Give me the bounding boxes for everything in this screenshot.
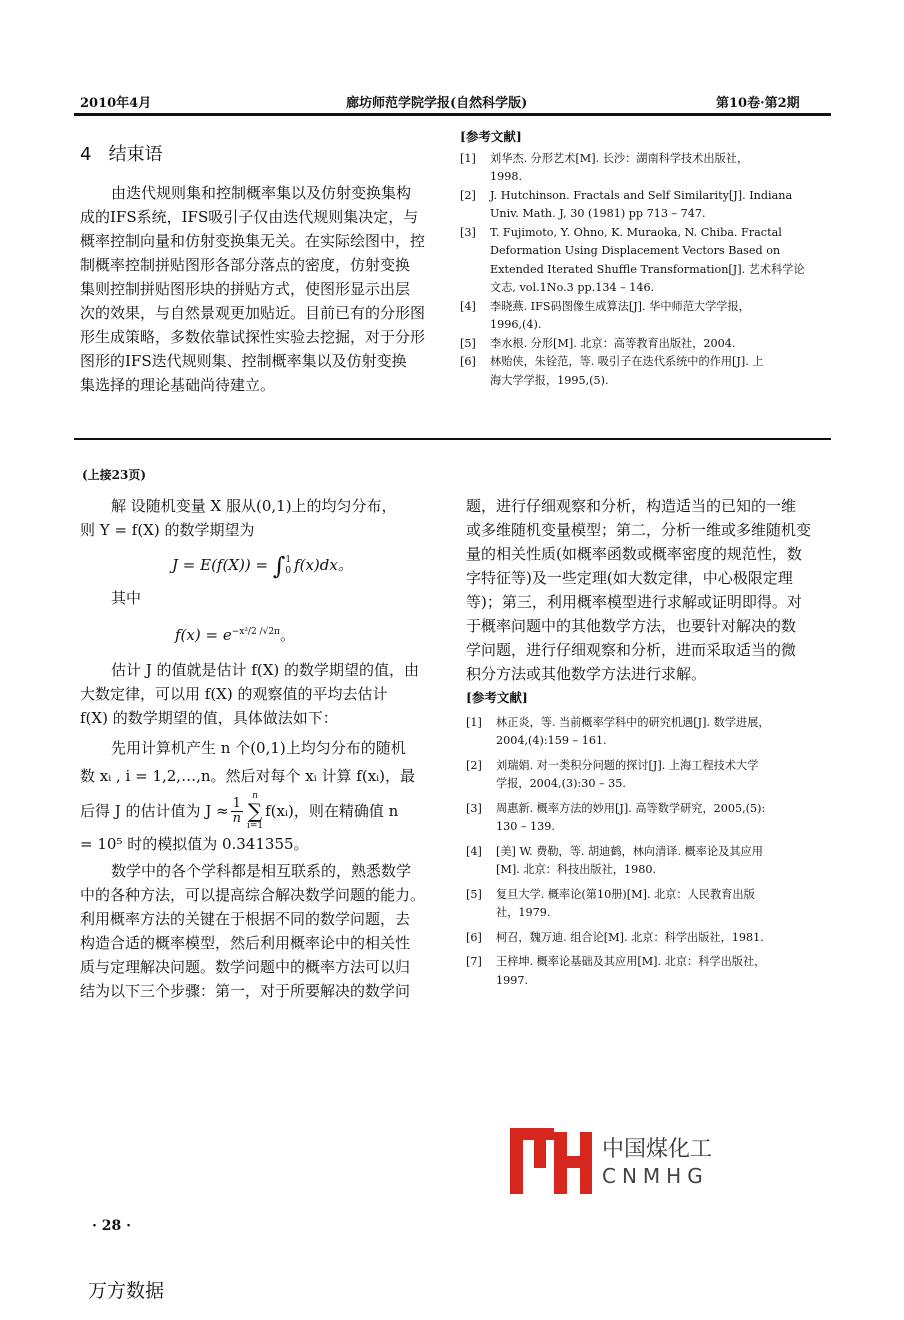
text-line: 利用概率方法的关键在于根据不同的数学问题，去 — [80, 910, 411, 928]
reference-item — [466, 843, 832, 880]
text-line: 结为以下三个步骤：第一，对于所要解决的数学问 — [80, 982, 411, 1000]
reference-item — [466, 757, 832, 794]
fraction — [231, 797, 243, 826]
est-post: f(xᵢ)，则在精确值 n — [265, 802, 399, 820]
ref-line: 刘瑞娟. 对一类积分问题的探讨[J]. 上海工程技术大学 — [496, 758, 759, 772]
ref-line: 李水根. 分形[M]. 北京：高等教育出版社，2004. — [490, 336, 736, 350]
text-line: 于概率问题中的其他数学方法，也要针对解决的数 — [466, 617, 797, 635]
ref-line: T. Fujimoto, Y. Ohno, K. Muraoka, N. Chiba. Fractal — [490, 225, 782, 239]
ref-line: 130 – 139. — [496, 820, 555, 833]
ref-line: J. Hutchinson. Fractals and Self Similarity[J]. Indiana — [490, 188, 793, 202]
ref-number: [2] — [466, 758, 482, 772]
text-line: 数学中的各个学科都是相互联系的，熟悉数学 — [111, 862, 412, 880]
ref-number: [5] — [466, 887, 482, 901]
ref-line: Deformation Using Displacement Vectors Based on — [490, 244, 781, 257]
reference-item — [466, 929, 832, 948]
ref-line: 刘华杰. 分形艺术[M]. 长沙：湖南科学技术出版社， — [490, 151, 749, 165]
equation-density — [80, 610, 448, 658]
eq2-exponent: −x²/2 /√2π — [231, 627, 280, 637]
ref-number: [7] — [466, 955, 482, 968]
reference-item — [466, 714, 832, 751]
text-line: 大数定律，可以用 f(X) 的观察值的平均去估计 — [80, 685, 388, 703]
reference-item — [460, 298, 832, 335]
ref-line: 柯召，魏万迪. 组合论[M]. 北京：科学出版社，1981. — [496, 930, 764, 944]
left-column — [80, 494, 448, 1003]
ref-number: [1] — [466, 715, 482, 729]
reference-item — [460, 187, 832, 224]
reference-item — [460, 224, 832, 298]
ref-line: 学报，2004,(3):30 – 35. — [496, 777, 626, 790]
ref-number: [4] — [466, 844, 482, 858]
ref-number: [3] — [466, 801, 482, 815]
ref-number: [5] — [460, 336, 476, 350]
ref-line: 文志, vol.1No.3 pp.134 – 146. — [490, 281, 655, 294]
text-line: 或多维随机变量模型；第二，分析一维或多维随机变 — [466, 521, 812, 539]
ref-number: [1] — [460, 151, 476, 165]
text-line: 次的效果，与自然景观更加贴近。目前已有的分形图 — [80, 304, 426, 322]
header-journal: 廊坊师范学院学报(自然科学版) — [346, 96, 528, 111]
text-line: = 10⁵ 时的模拟值为 0.341355。 — [80, 835, 309, 853]
references-top — [460, 128, 832, 390]
text-line: 等)；第三，利用概率模型进行求解或证明即得。对 — [466, 593, 802, 611]
text-line: 集选择的理论基础尚待建立。 — [80, 376, 276, 394]
eq-right: f(x)dx。 — [294, 556, 353, 574]
reference-item — [466, 953, 832, 990]
frac-num: 1 — [232, 795, 241, 811]
ref-line: 1996,(4). — [490, 318, 542, 331]
references-bottom — [466, 689, 832, 990]
ref-line: Univ. Math. J, 30 (1981) pp 713 – 747. — [490, 207, 706, 220]
text-line: 估计 J 的值就是估计 f(X) 的数学期望的值，由 — [111, 661, 420, 679]
logo-cn: 中国煤化工 — [602, 1137, 713, 1162]
ref-line: 社，1979. — [496, 906, 551, 919]
continued-note: (上接23页) — [82, 468, 147, 482]
text-line: 量的相关性质(如概率函数或概率密度的规范性，数 — [466, 545, 802, 563]
text-line: 形生成策略，多数依靠试探性实验去挖掘，对于分形 — [80, 328, 426, 346]
text-line: 字特征等)及一些定理(如大数定律，中心极限定理 — [466, 569, 793, 587]
right-column — [466, 494, 834, 686]
text-line: 其中 — [111, 589, 142, 607]
ref-line: 周惠新. 概率方法的妙用[J]. 高等数学研究，2005,(5): — [496, 801, 766, 815]
reference-item — [460, 150, 832, 187]
ref-line: 复旦大学. 概率论(第10册)[M]. 北京：人民教育出版 — [496, 887, 755, 901]
ref-line: Extended Iterated Shuffle Transformation[J]. 艺术科学论 — [490, 262, 805, 276]
equation-expectation — [80, 542, 448, 586]
eq-left: J = E(f(X)) = — [172, 556, 273, 574]
header-date: 2010年4月 — [80, 96, 152, 111]
reference-item — [466, 886, 832, 923]
summation — [247, 791, 263, 831]
est-pre: 后得 J 的估计值为 J ≈ — [80, 802, 229, 820]
watermark: 万方数据 — [88, 1280, 165, 1302]
reference-item — [460, 335, 832, 354]
text-line: 集则控制拼贴图形块的拼贴方式，使图形显示出层 — [80, 280, 411, 298]
sigma-symbol: ∑ — [247, 799, 263, 823]
text-line: 题，进行仔细观察和分析，构造适当的已知的一维 — [466, 497, 797, 515]
ref-line: 林贻侠，朱铨范，等. 吸引子在迭代系统中的作用[J]. 上 — [490, 355, 764, 368]
ref-line: 2004,(4):159 – 161. — [496, 734, 607, 747]
text-line: 积分方法或其他数学方法进行求解。 — [466, 665, 707, 683]
eq2-end: 。 — [279, 626, 295, 644]
text-line: 质与定理解决问题。数学问题中的概率方法可以归 — [80, 958, 411, 976]
ref-line: 海大学学报，1995,(5). — [490, 373, 609, 387]
section-divider — [74, 438, 831, 440]
ref-line: 1997. — [496, 973, 529, 987]
text-line: 解 设随机变量 X 服从(0,1)上的均匀分布， — [111, 497, 397, 515]
ref-number: [4] — [460, 299, 476, 313]
estimator-line — [80, 790, 448, 832]
text-line: 由迭代规则集和控制概率集以及仿射变换集构 — [111, 184, 412, 202]
text-line: 图形的IFS迭代规则集、控制概率集以及仿射变换 — [80, 352, 407, 370]
text-line: 先用计算机产生 n 个(0,1)上均匀分布的随机 — [111, 739, 406, 757]
integral-symbol: ∫ — [272, 552, 286, 580]
int-lower: 0 — [285, 566, 292, 576]
logo-mark — [510, 1128, 592, 1194]
eq2-left: f(x) = e — [175, 626, 232, 644]
ref-line: 林正炎，等. 当前概率学科中的研究机遇[J]. 数学进展， — [496, 715, 770, 729]
text-line: 中的各种方法，可以提高综合解决数学问题的能力。 — [80, 886, 426, 904]
ref-number: [6] — [466, 930, 482, 944]
frac-den: n — [232, 810, 241, 826]
text-line: 成的IFS系统，IFS吸引子仅由迭代规则集决定，与 — [80, 208, 419, 226]
page-number: · 28 · — [92, 1218, 131, 1234]
reference-item — [460, 353, 832, 390]
text-line: 数 xᵢ , i = 1,2,…,n。然后对每个 xᵢ 计算 f(xᵢ)，最 — [80, 767, 416, 785]
header-volume: 第10卷·第2期 — [716, 96, 800, 111]
ref-number: [2] — [460, 188, 476, 202]
references-heading: [参考文献] — [466, 690, 528, 705]
sum-lower: i=1 — [246, 821, 264, 831]
reference-item — [466, 800, 832, 837]
text-line: 构造合适的概率模型，然后利用概率论中的相关性 — [80, 934, 411, 952]
logo-en: CNMHG — [602, 1164, 709, 1188]
header-rule — [74, 113, 831, 116]
references-heading: [参考文献] — [460, 129, 522, 144]
text-line: 概率控制向量和仿射变换集无关。在实际绘图中，控 — [80, 232, 426, 250]
ref-line: 王梓坤. 概率论基础及其应用[M]. 北京：科学出版社， — [496, 955, 766, 968]
section-title: 4 结束语 — [80, 144, 163, 165]
ref-number: [3] — [460, 225, 476, 239]
text-line: 制概率控制拼贴图形各部分落点的密度，仿射变换 — [80, 256, 411, 274]
text-line: f(X) 的数学期望的值，具体做法如下： — [80, 709, 338, 727]
ref-line: 李晓燕. IFS码图像生成算法[J]. 华中师范大学学报， — [490, 299, 750, 313]
ref-line: 1998. — [490, 170, 523, 183]
int-upper: 1 — [285, 555, 292, 565]
ref-number: [6] — [460, 355, 476, 368]
text-line: 学问题，进行仔细观察和分析，进而采取适当的微 — [466, 641, 797, 659]
ref-line: [美] W. 费勒，等. 胡迪鹤，林向清译. 概率论及其应用 — [496, 844, 763, 858]
ref-line: [M]. 北京：科技出版社，1980. — [496, 863, 657, 876]
text-line: 则 Y = f(X) 的数学期望为 — [80, 521, 255, 539]
sum-upper: n — [252, 791, 258, 801]
cnmhg-logo — [510, 1128, 720, 1194]
section4-body — [80, 181, 445, 397]
